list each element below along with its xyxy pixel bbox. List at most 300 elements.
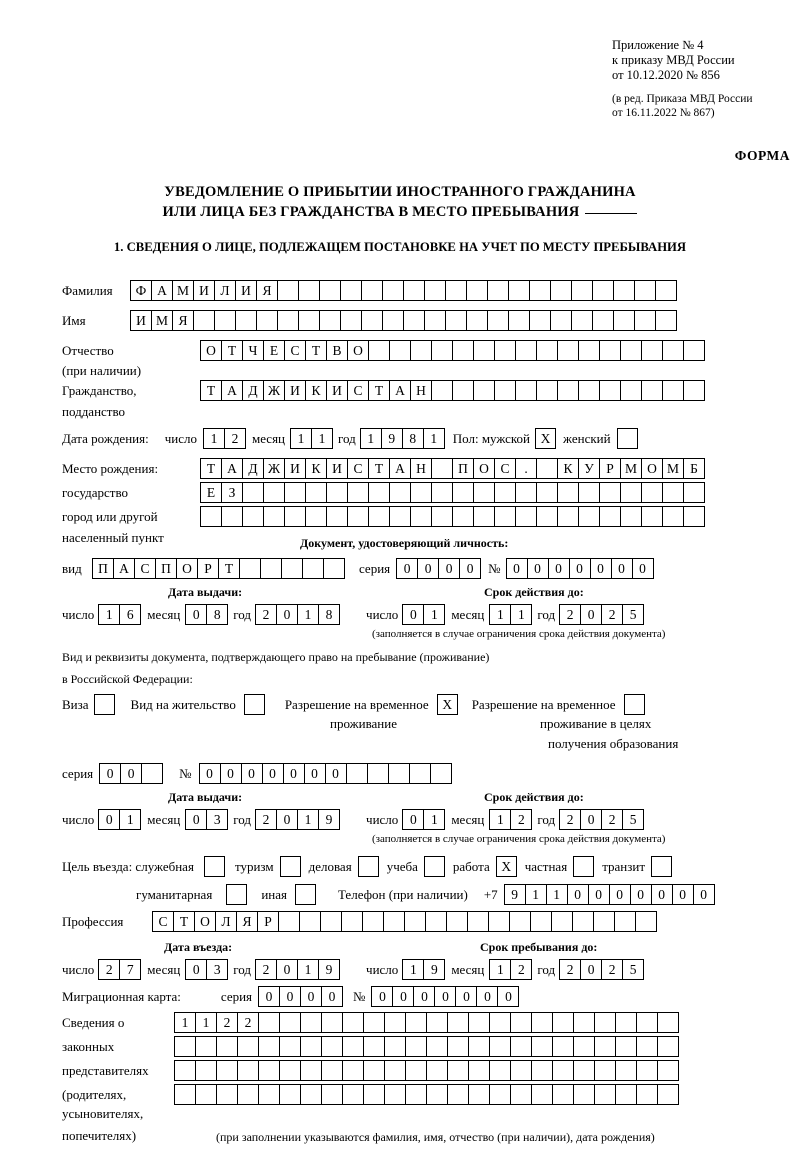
cell[interactable]	[636, 1036, 658, 1057]
cell[interactable]: К	[305, 458, 327, 479]
cell[interactable]: 1	[546, 884, 568, 905]
cell[interactable]	[363, 1060, 385, 1081]
cell[interactable]: 9	[423, 959, 445, 980]
cell[interactable]	[347, 506, 369, 527]
cell[interactable]	[636, 1012, 658, 1033]
cell[interactable]	[634, 310, 656, 331]
cell[interactable]	[384, 1012, 406, 1033]
cell[interactable]	[321, 1084, 343, 1105]
cell[interactable]: 1	[297, 959, 319, 980]
cell[interactable]	[447, 1060, 469, 1081]
cell[interactable]: 0	[588, 884, 610, 905]
cell[interactable]	[494, 506, 516, 527]
permit-valid-month-input[interactable]	[489, 809, 532, 830]
cell[interactable]	[319, 280, 341, 301]
cell[interactable]: 5	[622, 604, 644, 625]
cell[interactable]	[551, 911, 573, 932]
cell[interactable]: 3	[206, 809, 228, 830]
cell[interactable]	[515, 482, 537, 503]
cell[interactable]: 0	[651, 884, 673, 905]
cell[interactable]	[424, 280, 446, 301]
cell[interactable]	[657, 1036, 679, 1057]
cell[interactable]: И	[326, 380, 348, 401]
cell[interactable]	[367, 763, 389, 784]
cell[interactable]	[536, 340, 558, 361]
birthplace-row-3[interactable]	[200, 506, 705, 527]
cell[interactable]	[305, 506, 327, 527]
cell[interactable]	[615, 1036, 637, 1057]
cell[interactable]	[242, 482, 264, 503]
cell[interactable]: 0	[220, 763, 242, 784]
cell[interactable]	[571, 310, 593, 331]
cell[interactable]	[298, 310, 320, 331]
cell[interactable]: 2	[601, 959, 623, 980]
cell[interactable]: Т	[221, 340, 243, 361]
cell[interactable]: А	[151, 280, 173, 301]
legal-row-4[interactable]	[174, 1084, 679, 1105]
cell[interactable]: 5	[622, 959, 644, 980]
cell[interactable]	[410, 340, 432, 361]
cell[interactable]: 2	[237, 1012, 259, 1033]
cell[interactable]: 0	[693, 884, 715, 905]
birth-day-input[interactable]	[203, 428, 246, 449]
cell[interactable]: Н	[410, 458, 432, 479]
cell[interactable]	[426, 1012, 448, 1033]
cell[interactable]: 0	[632, 558, 654, 579]
cell[interactable]: И	[284, 380, 306, 401]
cell[interactable]	[613, 280, 635, 301]
cell[interactable]: С	[347, 458, 369, 479]
cell[interactable]	[389, 482, 411, 503]
phone-input[interactable]	[504, 884, 715, 905]
cell[interactable]	[340, 310, 362, 331]
cell[interactable]	[382, 280, 404, 301]
cell[interactable]	[368, 482, 390, 503]
cell[interactable]	[279, 1036, 301, 1057]
cell[interactable]	[571, 280, 593, 301]
cell[interactable]: 0	[459, 558, 481, 579]
cell[interactable]	[657, 1084, 679, 1105]
cell[interactable]: Я	[236, 911, 258, 932]
birth-month-input[interactable]	[290, 428, 333, 449]
cell[interactable]	[578, 482, 600, 503]
purpose-work-checkbox[interactable]: X	[496, 856, 517, 877]
cell[interactable]	[494, 482, 516, 503]
cell[interactable]: 0	[580, 959, 602, 980]
cell[interactable]: 1	[489, 604, 511, 625]
cell[interactable]	[242, 506, 264, 527]
cell[interactable]: Б	[683, 458, 705, 479]
cell[interactable]: 0	[304, 763, 326, 784]
cell[interactable]	[326, 482, 348, 503]
cell[interactable]	[430, 763, 452, 784]
cell[interactable]	[593, 911, 615, 932]
cell[interactable]	[342, 1084, 364, 1105]
cell[interactable]	[613, 310, 635, 331]
cell[interactable]: 2	[601, 604, 623, 625]
cell[interactable]	[388, 763, 410, 784]
cell[interactable]	[174, 1084, 196, 1105]
cell[interactable]	[531, 1060, 553, 1081]
cell[interactable]: 0	[258, 986, 280, 1007]
cell[interactable]	[662, 506, 684, 527]
cell[interactable]	[321, 1060, 343, 1081]
cell[interactable]	[214, 310, 236, 331]
entry-day-input[interactable]	[98, 959, 141, 980]
cell[interactable]: С	[284, 340, 306, 361]
identity-number-input[interactable]	[506, 558, 654, 579]
migration-series-input[interactable]	[258, 986, 343, 1007]
cell[interactable]: Т	[200, 458, 222, 479]
cell[interactable]: 0	[609, 884, 631, 905]
cell[interactable]	[216, 1084, 238, 1105]
cell[interactable]	[662, 340, 684, 361]
cell[interactable]: 0	[476, 986, 498, 1007]
cell[interactable]: 0	[630, 884, 652, 905]
cell[interactable]	[509, 911, 531, 932]
cell[interactable]	[384, 1084, 406, 1105]
cell[interactable]: 0	[611, 558, 633, 579]
identity-issue-year-input[interactable]	[255, 604, 340, 625]
cell[interactable]: 8	[206, 604, 228, 625]
cell[interactable]: 1	[423, 604, 445, 625]
cell[interactable]	[489, 1036, 511, 1057]
cell[interactable]	[620, 380, 642, 401]
cell[interactable]: 0	[402, 809, 424, 830]
cell[interactable]	[363, 1036, 385, 1057]
cell[interactable]	[389, 506, 411, 527]
cell[interactable]	[431, 506, 453, 527]
cell[interactable]	[404, 911, 426, 932]
cell[interactable]: 0	[392, 986, 414, 1007]
cell[interactable]	[260, 558, 282, 579]
cell[interactable]: И	[326, 458, 348, 479]
cell[interactable]: 0	[98, 809, 120, 830]
cell[interactable]	[347, 482, 369, 503]
cell[interactable]	[258, 1060, 280, 1081]
cell[interactable]	[573, 1036, 595, 1057]
permit-issue-day-input[interactable]	[98, 809, 141, 830]
cell[interactable]	[530, 911, 552, 932]
permit-valid-year-input[interactable]	[559, 809, 644, 830]
cell[interactable]: О	[641, 458, 663, 479]
cell[interactable]	[237, 1036, 259, 1057]
cell[interactable]	[614, 911, 636, 932]
purpose-service-checkbox[interactable]	[204, 856, 225, 877]
cell[interactable]	[174, 1036, 196, 1057]
cell[interactable]: 1	[290, 428, 312, 449]
cell[interactable]: 0	[185, 809, 207, 830]
identity-valid-month-input[interactable]	[489, 604, 532, 625]
cell[interactable]	[403, 280, 425, 301]
cell[interactable]: 9	[504, 884, 526, 905]
cell[interactable]: Д	[242, 380, 264, 401]
patronymic-input[interactable]	[200, 340, 705, 361]
cell[interactable]: 2	[559, 604, 581, 625]
purpose-private-checkbox[interactable]	[573, 856, 594, 877]
cell[interactable]	[552, 1060, 574, 1081]
cell[interactable]: П	[155, 558, 177, 579]
cell[interactable]: И	[130, 310, 152, 331]
cell[interactable]: Р	[599, 458, 621, 479]
cell[interactable]	[305, 482, 327, 503]
cell[interactable]	[300, 1060, 322, 1081]
cell[interactable]: П	[92, 558, 114, 579]
temp-residence-checkbox[interactable]: X	[437, 694, 458, 715]
cell[interactable]	[531, 1012, 553, 1033]
sex-female-checkbox[interactable]	[617, 428, 638, 449]
cell[interactable]	[594, 1060, 616, 1081]
identity-valid-year-input[interactable]	[559, 604, 644, 625]
edu-residence-checkbox[interactable]	[624, 694, 645, 715]
cell[interactable]: 1	[311, 428, 333, 449]
cell[interactable]	[239, 558, 261, 579]
cell[interactable]	[258, 1084, 280, 1105]
cell[interactable]: 0	[417, 558, 439, 579]
cell[interactable]	[363, 1084, 385, 1105]
cell[interactable]	[141, 763, 163, 784]
cell[interactable]	[445, 310, 467, 331]
cell[interactable]	[431, 482, 453, 503]
cell[interactable]	[221, 506, 243, 527]
cell[interactable]: 1	[98, 604, 120, 625]
cell[interactable]	[599, 380, 621, 401]
cell[interactable]: 2	[255, 959, 277, 980]
cell[interactable]: 0	[321, 986, 343, 1007]
cell[interactable]: 1	[402, 959, 424, 980]
cell[interactable]: С	[134, 558, 156, 579]
cell[interactable]	[683, 380, 705, 401]
cell[interactable]: Я	[172, 310, 194, 331]
cell[interactable]	[447, 1084, 469, 1105]
cell[interactable]	[515, 340, 537, 361]
cell[interactable]	[299, 911, 321, 932]
cell[interactable]: 0	[199, 763, 221, 784]
cell[interactable]: 1	[423, 809, 445, 830]
permit-issue-month-input[interactable]	[185, 809, 228, 830]
cell[interactable]	[557, 506, 579, 527]
cell[interactable]: А	[389, 380, 411, 401]
cell[interactable]	[298, 280, 320, 301]
cell[interactable]	[277, 280, 299, 301]
cell[interactable]: Ж	[263, 380, 285, 401]
cell[interactable]	[382, 310, 404, 331]
cell[interactable]	[473, 380, 495, 401]
cell[interactable]	[446, 911, 468, 932]
cell[interactable]	[452, 340, 474, 361]
cell[interactable]	[572, 911, 594, 932]
cell[interactable]: 1	[195, 1012, 217, 1033]
surname-input[interactable]	[130, 280, 677, 301]
cell[interactable]	[405, 1036, 427, 1057]
cell[interactable]	[634, 280, 656, 301]
cell[interactable]: 0	[325, 763, 347, 784]
cell[interactable]: 0	[262, 763, 284, 784]
cell[interactable]	[216, 1036, 238, 1057]
cell[interactable]	[620, 482, 642, 503]
cell[interactable]	[594, 1084, 616, 1105]
cell[interactable]: 0	[396, 558, 418, 579]
cell[interactable]: 0	[185, 604, 207, 625]
cell[interactable]	[468, 1036, 490, 1057]
cell[interactable]	[431, 458, 453, 479]
cell[interactable]	[594, 1012, 616, 1033]
cell[interactable]	[536, 380, 558, 401]
cell[interactable]: Ч	[242, 340, 264, 361]
birth-year-input[interactable]	[360, 428, 445, 449]
cell[interactable]: А	[221, 458, 243, 479]
cell[interactable]	[193, 310, 215, 331]
stay-day-input[interactable]	[402, 959, 445, 980]
cell[interactable]: 0	[241, 763, 263, 784]
purpose-humanitarian-checkbox[interactable]	[226, 884, 247, 905]
cell[interactable]: 2	[601, 809, 623, 830]
cell[interactable]	[256, 310, 278, 331]
cell[interactable]	[641, 506, 663, 527]
cell[interactable]: 0	[527, 558, 549, 579]
cell[interactable]	[662, 380, 684, 401]
cell[interactable]	[279, 1084, 301, 1105]
cell[interactable]: 1	[119, 809, 141, 830]
cell[interactable]	[657, 1060, 679, 1081]
cell[interactable]: 8	[402, 428, 424, 449]
cell[interactable]: 0	[283, 763, 305, 784]
cell[interactable]	[536, 506, 558, 527]
cell[interactable]	[467, 911, 489, 932]
cell[interactable]	[578, 340, 600, 361]
cell[interactable]: 0	[279, 986, 301, 1007]
identity-issue-day-input[interactable]	[98, 604, 141, 625]
cell[interactable]: Т	[305, 340, 327, 361]
cell[interactable]	[445, 280, 467, 301]
cell[interactable]	[403, 310, 425, 331]
cell[interactable]: О	[194, 911, 216, 932]
cell[interactable]: А	[389, 458, 411, 479]
cell[interactable]	[531, 1036, 553, 1057]
cell[interactable]	[655, 310, 677, 331]
cell[interactable]: 0	[567, 884, 589, 905]
cell[interactable]: Д	[242, 458, 264, 479]
cell[interactable]	[405, 1012, 427, 1033]
cell[interactable]: 6	[119, 604, 141, 625]
cell[interactable]: 2	[216, 1012, 238, 1033]
cell[interactable]	[425, 911, 447, 932]
cell[interactable]	[655, 280, 677, 301]
cell[interactable]: 2	[559, 809, 581, 830]
cell[interactable]	[431, 380, 453, 401]
cell[interactable]	[468, 1084, 490, 1105]
cell[interactable]	[216, 1060, 238, 1081]
cell[interactable]: 7	[119, 959, 141, 980]
cell[interactable]	[389, 340, 411, 361]
cell[interactable]	[487, 310, 509, 331]
cell[interactable]	[452, 506, 474, 527]
identity-series-input[interactable]	[396, 558, 481, 579]
cell[interactable]	[278, 911, 300, 932]
cell[interactable]	[346, 763, 368, 784]
entry-month-input[interactable]	[185, 959, 228, 980]
sex-male-checkbox[interactable]: X	[535, 428, 556, 449]
cell[interactable]	[594, 1036, 616, 1057]
cell[interactable]: 0	[276, 959, 298, 980]
cell[interactable]: О	[176, 558, 198, 579]
name-input[interactable]	[130, 310, 677, 331]
cell[interactable]	[550, 280, 572, 301]
cell[interactable]	[515, 506, 537, 527]
cell[interactable]	[174, 1060, 196, 1081]
cell[interactable]	[641, 340, 663, 361]
cell[interactable]: Т	[173, 911, 195, 932]
purpose-tourism-checkbox[interactable]	[280, 856, 301, 877]
cell[interactable]: 0	[580, 604, 602, 625]
cell[interactable]	[447, 1036, 469, 1057]
stay-year-input[interactable]	[559, 959, 644, 980]
cell[interactable]	[636, 1084, 658, 1105]
cell[interactable]	[510, 1060, 532, 1081]
cell[interactable]: О	[347, 340, 369, 361]
cell[interactable]	[599, 340, 621, 361]
cell[interactable]	[657, 1012, 679, 1033]
cell[interactable]: Ф	[130, 280, 152, 301]
cell[interactable]	[447, 1012, 469, 1033]
purpose-study-checkbox[interactable]	[424, 856, 445, 877]
cell[interactable]	[531, 1084, 553, 1105]
cell[interactable]: 0	[438, 558, 460, 579]
cell[interactable]: 3	[206, 959, 228, 980]
cell[interactable]	[468, 1060, 490, 1081]
cell[interactable]	[368, 340, 390, 361]
cell[interactable]	[510, 1084, 532, 1105]
purpose-other-checkbox[interactable]	[295, 884, 316, 905]
cell[interactable]: М	[172, 280, 194, 301]
identity-valid-day-input[interactable]	[402, 604, 445, 625]
cell[interactable]	[195, 1036, 217, 1057]
cell[interactable]: 0	[300, 986, 322, 1007]
cell[interactable]	[489, 1012, 511, 1033]
visa-checkbox[interactable]	[94, 694, 115, 715]
cell[interactable]	[494, 380, 516, 401]
cell[interactable]: 2	[224, 428, 246, 449]
cell[interactable]: И	[193, 280, 215, 301]
cell[interactable]: А	[221, 380, 243, 401]
cell[interactable]: 1	[525, 884, 547, 905]
cell[interactable]	[326, 506, 348, 527]
cell[interactable]: 1	[297, 809, 319, 830]
cell[interactable]	[195, 1084, 217, 1105]
cell[interactable]: 1	[510, 604, 532, 625]
cell[interactable]	[361, 280, 383, 301]
cell[interactable]: 0	[276, 604, 298, 625]
cell[interactable]	[321, 1036, 343, 1057]
cell[interactable]	[515, 380, 537, 401]
cell[interactable]	[340, 280, 362, 301]
cell[interactable]	[426, 1036, 448, 1057]
cell[interactable]: О	[200, 340, 222, 361]
cell[interactable]	[361, 310, 383, 331]
permit-number-input[interactable]	[199, 763, 452, 784]
cell[interactable]: Я	[256, 280, 278, 301]
cell[interactable]	[620, 340, 642, 361]
cell[interactable]	[508, 280, 530, 301]
cell[interactable]	[281, 558, 303, 579]
cell[interactable]: 5	[622, 809, 644, 830]
cell[interactable]: 1	[489, 809, 511, 830]
birthplace-row-1[interactable]	[200, 458, 705, 479]
cell[interactable]	[284, 482, 306, 503]
cell[interactable]	[557, 482, 579, 503]
cell[interactable]	[200, 506, 222, 527]
cell[interactable]: М	[151, 310, 173, 331]
